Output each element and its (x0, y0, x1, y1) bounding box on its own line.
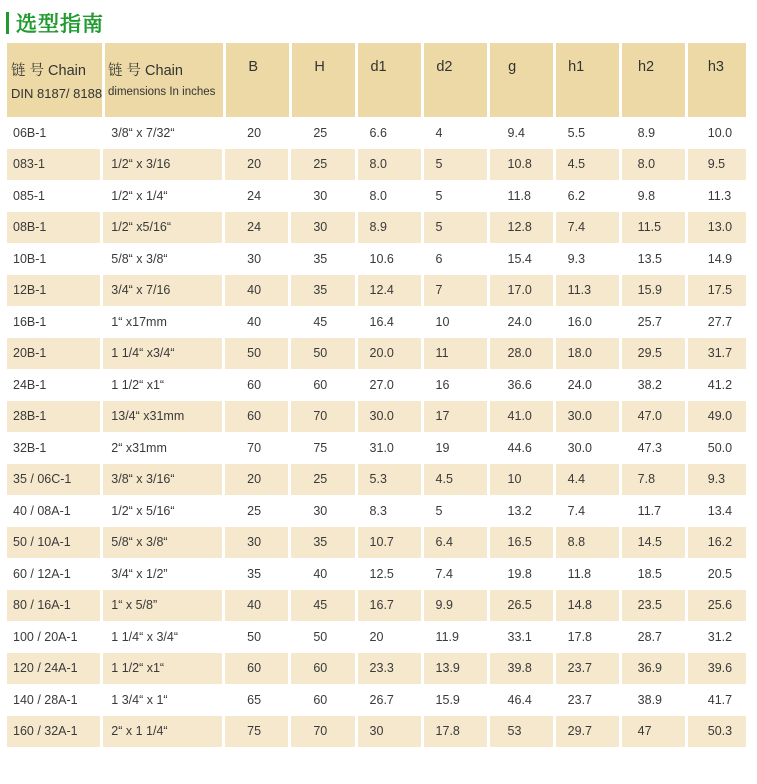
table-row (7, 243, 746, 274)
cell-b: 40 (225, 590, 288, 621)
cell-g: 13.2 (490, 495, 553, 526)
cell-h3: 11.3 (688, 180, 746, 211)
cell-d1: 23.3 (358, 653, 421, 684)
cell-dimensions: 3/8“ x 3/16“ (103, 464, 222, 495)
table-row (7, 401, 746, 432)
header-din-label: DIN 8187/ 8188 (11, 86, 103, 101)
cell-b: 65 (225, 684, 288, 715)
cell-chain-no: 10B-1 (7, 243, 100, 274)
table-row (7, 527, 746, 558)
cell-chain-no: 160 / 32A-1 (7, 716, 100, 747)
cell-h3: 31.2 (688, 621, 746, 652)
cell-d1: 20 (358, 621, 421, 652)
cell-g: 11.8 (490, 180, 553, 211)
page-title (6, 8, 104, 38)
page-title-text: 选型指南 (16, 12, 104, 36)
cell-dimensions: 1/2“ x 1/4“ (103, 180, 222, 211)
cell-h1: 8.8 (556, 527, 619, 558)
header-d2: d2 (424, 43, 487, 117)
cell-h2: 38.2 (622, 369, 685, 400)
cell-d2: 4 (424, 117, 487, 148)
cell-b: 20 (225, 117, 288, 148)
cell-h3: 39.6 (688, 653, 746, 684)
cell-b: 30 (225, 527, 288, 558)
table-row (7, 464, 746, 495)
cell-d2: 11 (424, 338, 487, 369)
cell-g: 9.4 (490, 117, 553, 148)
table-row (7, 432, 746, 463)
cell-dimensions: 1“ x17mm (103, 306, 222, 337)
table-header-row (7, 43, 746, 117)
cell-d2: 19 (424, 432, 487, 463)
cell-b: 60 (225, 653, 288, 684)
cell-h1: 11.8 (556, 558, 619, 589)
cell-chain-no: 50 / 10A-1 (7, 527, 100, 558)
cell-h: 35 (291, 275, 354, 306)
cell-d1: 8.0 (358, 180, 421, 211)
cell-h1: 7.4 (556, 212, 619, 243)
cell-h2: 14.5 (622, 527, 685, 558)
cell-h: 70 (291, 716, 354, 747)
cell-h3: 9.3 (688, 464, 746, 495)
cell-h2: 47.3 (622, 432, 685, 463)
header-h1: h1 (556, 43, 619, 117)
table-row (7, 558, 746, 589)
cell-h1: 18.0 (556, 338, 619, 369)
cell-h1: 7.4 (556, 495, 619, 526)
cell-b: 75 (225, 716, 288, 747)
header-chain-label: 链 号 Chain (11, 63, 86, 79)
cell-chain-no: 140 / 28A-1 (7, 684, 100, 715)
cell-g: 12.8 (490, 212, 553, 243)
cell-dimensions: 2“ x31mm (103, 432, 222, 463)
cell-g: 53 (490, 716, 553, 747)
table-row (7, 716, 746, 747)
cell-h: 25 (291, 117, 354, 148)
cell-d2: 10 (424, 306, 487, 337)
header-g: g (490, 43, 553, 117)
cell-dimensions: 1 1/2“ x1“ (103, 653, 222, 684)
cell-dimensions: 3/8“ x 7/32“ (103, 117, 222, 148)
cell-h1: 23.7 (556, 684, 619, 715)
cell-dimensions: 1/2“ x 3/16 (103, 149, 222, 180)
cell-g: 24.0 (490, 306, 553, 337)
cell-h3: 49.0 (688, 401, 746, 432)
cell-h2: 38.9 (622, 684, 685, 715)
header-d1: d1 (358, 43, 421, 117)
cell-h: 45 (291, 306, 354, 337)
table-row (7, 180, 746, 211)
cell-d1: 20.0 (358, 338, 421, 369)
cell-g: 26.5 (490, 590, 553, 621)
cell-h1: 6.2 (556, 180, 619, 211)
cell-h3: 17.5 (688, 275, 746, 306)
cell-d2: 9.9 (424, 590, 487, 621)
cell-chain-no: 08B-1 (7, 212, 100, 243)
cell-h2: 47.0 (622, 401, 685, 432)
cell-h3: 50.3 (688, 716, 746, 747)
cell-h2: 47 (622, 716, 685, 747)
cell-chain-no: 16B-1 (7, 306, 100, 337)
header-chain-dimensions (105, 43, 223, 117)
cell-g: 17.0 (490, 275, 553, 306)
cell-h: 60 (291, 369, 354, 400)
cell-b: 25 (225, 495, 288, 526)
cell-d1: 8.3 (358, 495, 421, 526)
cell-h2: 11.7 (622, 495, 685, 526)
cell-dimensions: 13/4“ x31mm (103, 401, 222, 432)
cell-d1: 26.7 (358, 684, 421, 715)
cell-b: 70 (225, 432, 288, 463)
cell-h2: 9.8 (622, 180, 685, 211)
cell-h1: 30.0 (556, 401, 619, 432)
table-row (7, 684, 746, 715)
cell-g: 15.4 (490, 243, 553, 274)
cell-h1: 5.5 (556, 117, 619, 148)
cell-d1: 16.4 (358, 306, 421, 337)
table-row (7, 653, 746, 684)
cell-h3: 16.2 (688, 527, 746, 558)
cell-b: 40 (225, 275, 288, 306)
cell-b: 20 (225, 464, 288, 495)
cell-h2: 28.7 (622, 621, 685, 652)
cell-h2: 8.0 (622, 149, 685, 180)
cell-g: 19.8 (490, 558, 553, 589)
cell-d1: 8.0 (358, 149, 421, 180)
cell-h1: 17.8 (556, 621, 619, 652)
cell-d1: 27.0 (358, 369, 421, 400)
table-row (7, 338, 746, 369)
cell-d1: 12.5 (358, 558, 421, 589)
cell-h1: 29.7 (556, 716, 619, 747)
cell-d1: 12.4 (358, 275, 421, 306)
cell-h: 50 (291, 338, 354, 369)
cell-h3: 13.4 (688, 495, 746, 526)
cell-h3: 13.0 (688, 212, 746, 243)
cell-h1: 14.8 (556, 590, 619, 621)
cell-h3: 41.2 (688, 369, 746, 400)
cell-h3: 14.9 (688, 243, 746, 274)
cell-g: 10.8 (490, 149, 553, 180)
cell-h: 30 (291, 495, 354, 526)
cell-d2: 4.5 (424, 464, 487, 495)
table-row (7, 369, 746, 400)
cell-dimensions: 2“ x 1 1/4“ (103, 716, 222, 747)
cell-h: 35 (291, 527, 354, 558)
cell-d2: 17 (424, 401, 487, 432)
cell-dimensions: 1“ x 5/8” (103, 590, 222, 621)
cell-h1: 30.0 (556, 432, 619, 463)
cell-dimensions: 1 3/4“ x 1“ (103, 684, 222, 715)
cell-d2: 5 (424, 180, 487, 211)
cell-h2: 13.5 (622, 243, 685, 274)
cell-d2: 6 (424, 243, 487, 274)
cell-g: 28.0 (490, 338, 553, 369)
cell-b: 20 (225, 149, 288, 180)
cell-chain-no: 40 / 08A-1 (7, 495, 100, 526)
cell-h: 30 (291, 212, 354, 243)
cell-chain-no: 100 / 20A-1 (7, 621, 100, 652)
cell-b: 24 (225, 212, 288, 243)
cell-h2: 8.9 (622, 117, 685, 148)
cell-h2: 11.5 (622, 212, 685, 243)
cell-h: 50 (291, 621, 354, 652)
cell-d2: 5 (424, 212, 487, 243)
cell-d2: 5 (424, 495, 487, 526)
cell-dimensions: 3/4“ x 1/2” (103, 558, 222, 589)
cell-b: 40 (225, 306, 288, 337)
cell-chain-no: 120 / 24A-1 (7, 653, 100, 684)
cell-chain-no: 35 / 06C-1 (7, 464, 100, 495)
cell-h2: 15.9 (622, 275, 685, 306)
cell-h2: 29.5 (622, 338, 685, 369)
cell-h1: 4.4 (556, 464, 619, 495)
cell-h2: 25.7 (622, 306, 685, 337)
cell-h3: 41.7 (688, 684, 746, 715)
selection-guide-table (7, 43, 746, 747)
title-accent-bar (6, 12, 9, 34)
cell-h: 25 (291, 464, 354, 495)
cell-h2: 7.8 (622, 464, 685, 495)
cell-d2: 17.8 (424, 716, 487, 747)
table-row (7, 495, 746, 526)
cell-h3: 27.7 (688, 306, 746, 337)
cell-d2: 13.9 (424, 653, 487, 684)
cell-g: 36.6 (490, 369, 553, 400)
header-dimensions-label: dimensions In inches (108, 86, 216, 98)
cell-chain-no: 085-1 (7, 180, 100, 211)
cell-d1: 30 (358, 716, 421, 747)
table-row (7, 590, 746, 621)
cell-chain-no: 12B-1 (7, 275, 100, 306)
cell-g: 41.0 (490, 401, 553, 432)
cell-chain-no: 60 / 12A-1 (7, 558, 100, 589)
cell-h1: 9.3 (556, 243, 619, 274)
cell-h2: 23.5 (622, 590, 685, 621)
cell-d1: 31.0 (358, 432, 421, 463)
header-h3: h3 (688, 43, 746, 117)
cell-h2: 36.9 (622, 653, 685, 684)
cell-g: 46.4 (490, 684, 553, 715)
cell-chain-no: 32B-1 (7, 432, 100, 463)
table-row (7, 117, 746, 148)
cell-b: 24 (225, 180, 288, 211)
cell-h3: 31.7 (688, 338, 746, 369)
cell-chain-no: 083-1 (7, 149, 100, 180)
cell-h: 30 (291, 180, 354, 211)
table-body (7, 117, 746, 747)
cell-b: 50 (225, 621, 288, 652)
cell-h1: 23.7 (556, 653, 619, 684)
cell-h1: 11.3 (556, 275, 619, 306)
cell-d2: 7 (424, 275, 487, 306)
header-chain-label-2: 链 号 Chain (108, 63, 183, 79)
cell-h3: 9.5 (688, 149, 746, 180)
cell-g: 10 (490, 464, 553, 495)
cell-chain-no: 20B-1 (7, 338, 100, 369)
cell-g: 33.1 (490, 621, 553, 652)
cell-d2: 5 (424, 149, 487, 180)
cell-g: 44.6 (490, 432, 553, 463)
cell-chain-no: 28B-1 (7, 401, 100, 432)
cell-d1: 6.6 (358, 117, 421, 148)
header-chain-din (7, 43, 102, 117)
cell-b: 60 (225, 369, 288, 400)
cell-d1: 16.7 (358, 590, 421, 621)
header-h: H (292, 43, 355, 117)
table-row (7, 149, 746, 180)
cell-d1: 30.0 (358, 401, 421, 432)
cell-d1: 5.3 (358, 464, 421, 495)
cell-dimensions: 5/8“ x 3/8“ (103, 527, 222, 558)
cell-h1: 16.0 (556, 306, 619, 337)
table-row (7, 306, 746, 337)
cell-b: 30 (225, 243, 288, 274)
cell-dimensions: 1/2“ x5/16“ (103, 212, 222, 243)
cell-h3: 10.0 (688, 117, 746, 148)
cell-h: 25 (291, 149, 354, 180)
cell-b: 60 (225, 401, 288, 432)
cell-dimensions: 5/8“ x 3/8“ (103, 243, 222, 274)
cell-d2: 7.4 (424, 558, 487, 589)
cell-b: 50 (225, 338, 288, 369)
cell-h2: 18.5 (622, 558, 685, 589)
cell-h: 70 (291, 401, 354, 432)
table-row (7, 275, 746, 306)
cell-d2: 16 (424, 369, 487, 400)
cell-b: 35 (225, 558, 288, 589)
cell-d1: 10.7 (358, 527, 421, 558)
cell-dimensions: 1 1/4“ x 3/4“ (103, 621, 222, 652)
cell-chain-no: 80 / 16A-1 (7, 590, 100, 621)
cell-h: 60 (291, 684, 354, 715)
cell-g: 16.5 (490, 527, 553, 558)
cell-h: 75 (291, 432, 354, 463)
cell-h3: 20.5 (688, 558, 746, 589)
cell-h1: 24.0 (556, 369, 619, 400)
cell-d2: 15.9 (424, 684, 487, 715)
cell-d1: 10.6 (358, 243, 421, 274)
cell-h3: 50.0 (688, 432, 746, 463)
cell-h3: 25.6 (688, 590, 746, 621)
cell-d2: 6.4 (424, 527, 487, 558)
table-row (7, 212, 746, 243)
cell-h1: 4.5 (556, 149, 619, 180)
cell-h: 40 (291, 558, 354, 589)
cell-dimensions: 3/4“ x 7/16 (103, 275, 222, 306)
cell-dimensions: 1 1/4“ x3/4“ (103, 338, 222, 369)
cell-d2: 11.9 (424, 621, 487, 652)
cell-chain-no: 24B-1 (7, 369, 100, 400)
cell-chain-no: 06B-1 (7, 117, 100, 148)
header-h2: h2 (622, 43, 685, 117)
table-row (7, 621, 746, 652)
header-b: B (226, 43, 289, 117)
cell-g: 39.8 (490, 653, 553, 684)
cell-h: 45 (291, 590, 354, 621)
cell-h: 60 (291, 653, 354, 684)
cell-dimensions: 1 1/2“ x1“ (103, 369, 222, 400)
cell-d1: 8.9 (358, 212, 421, 243)
cell-h: 35 (291, 243, 354, 274)
cell-dimensions: 1/2“ x 5/16“ (103, 495, 222, 526)
